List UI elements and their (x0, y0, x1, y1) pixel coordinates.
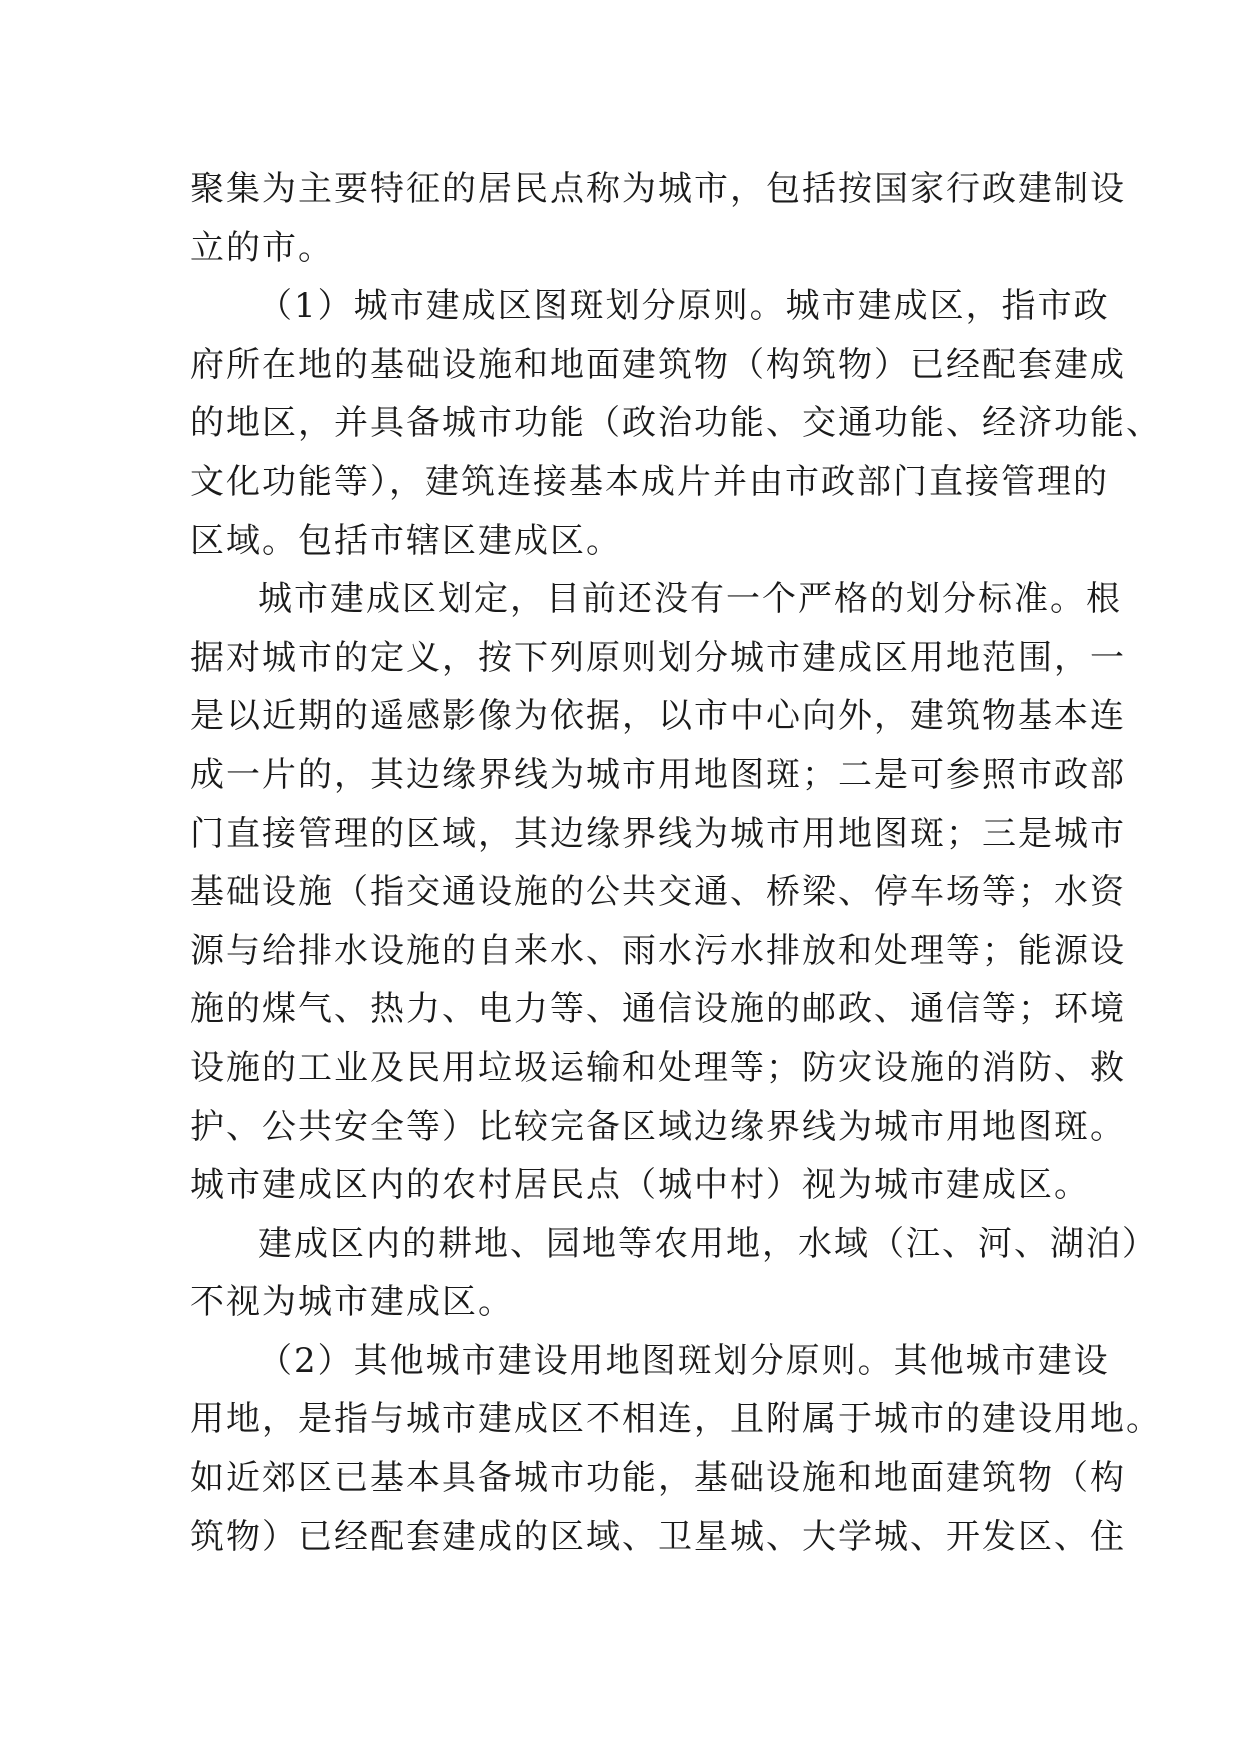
text-line: 府所在地的基础设施和地面建筑物（构筑物）已经配套建成 (190, 344, 1126, 385)
text-line: 筑物）已经配套建成的区域、卫星城、大学城、开发区、住 (190, 1516, 1126, 1557)
text-line: 立的市。 (190, 227, 334, 268)
text-line: 文化功能等），建筑连接基本成片并由市政部门直接管理的 (190, 461, 1109, 502)
text-line: 施的煤气、热力、电力等、通信设施的邮政、通信等；环境 (190, 989, 1126, 1030)
text-line: 设施的工业及民用垃圾运输和处理等；防灾设施的消防、救 (190, 1047, 1126, 1088)
text-line: 建成区内的耕地、园地等农用地，水域（江、河、湖泊） (258, 1223, 1158, 1264)
text-line: 用地，是指与城市建成区不相连，且附属于城市的建设用地。 (190, 1399, 1162, 1440)
text-line: 如近郊区已基本具备城市功能，基础设施和地面建筑物（构 (190, 1458, 1126, 1499)
text-line: 基础设施（指交通设施的公共交通、桥梁、停车场等；水资 (190, 872, 1126, 913)
text-line: 是以近期的遥感影像为依据，以市中心向外，建筑物基本连 (190, 696, 1126, 737)
text-line: 不视为城市建成区。 (190, 1282, 514, 1323)
text-line: 城市建成区内的农村居民点（城中村）视为城市建成区。 (190, 1165, 1090, 1206)
text-line: 聚集为主要特征的居民点称为城市，包括按国家行政建制设 (190, 169, 1126, 209)
text-line: （1）城市建成区图斑划分原则。城市建成区，指市政 (258, 286, 1110, 327)
text-line: 成一片的，其边缘界线为城市用地图斑；二是可参照市政部 (190, 754, 1126, 795)
text-line: 护、公共安全等）比较完备区域边缘界线为城市用地图斑。 (190, 1106, 1126, 1147)
text-line: 门直接管理的区域，其边缘界线为城市用地图斑；三是城市 (190, 813, 1126, 854)
text-line: 的地区，并具备城市功能（政治功能、交通功能、经济功能、 (190, 403, 1162, 444)
text-line: 城市建成区划定，目前还没有一个严格的划分标准。根 (258, 579, 1122, 620)
body-text (190, 160, 1162, 1566)
text-line: 据对城市的定义，按下列原则划分城市建成区用地范围，一 (190, 637, 1126, 678)
text-line: （2）其他城市建设用地图斑划分原则。其他城市建设 (258, 1340, 1110, 1381)
text-line: 源与给排水设施的自来水、雨水污水排放和处理等；能源设 (190, 930, 1126, 971)
text-line: 区域。包括市辖区建成区。 (190, 520, 622, 561)
